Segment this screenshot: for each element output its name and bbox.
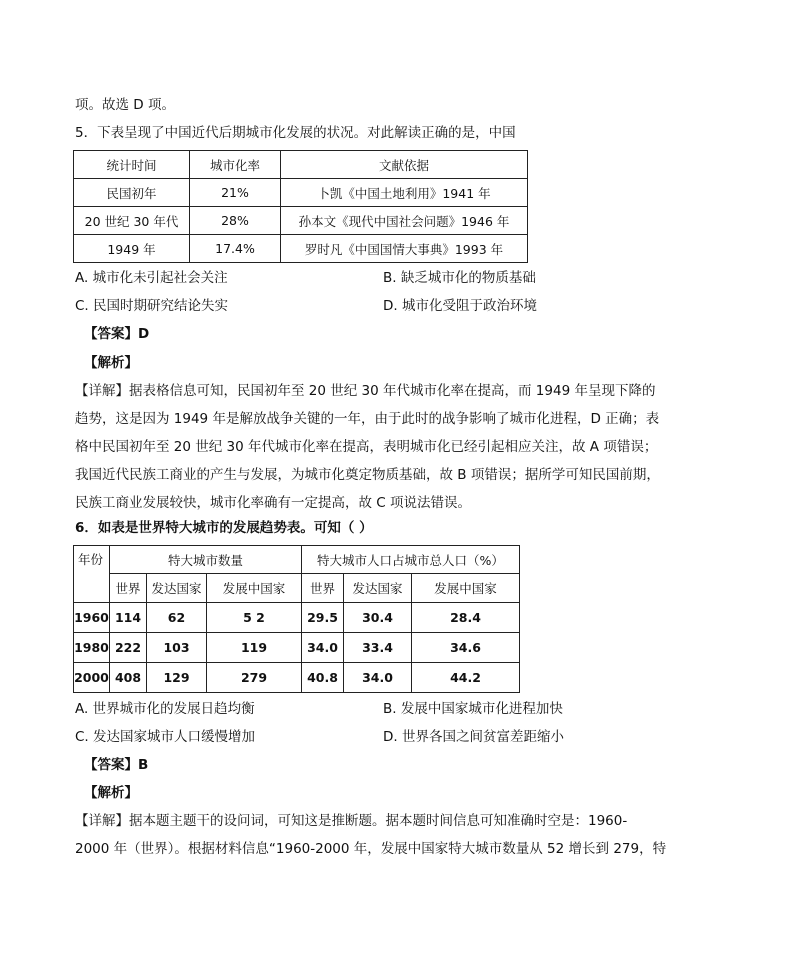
table-cell: 114 xyxy=(110,603,147,633)
table-cell: 17.4% xyxy=(190,235,281,263)
table-header-cell: 发展中国家 xyxy=(412,574,520,603)
table-cell: 222 xyxy=(110,633,147,663)
table-header-cell: 世界 xyxy=(110,574,147,603)
explanation-line: 2000 年（世界）。根据材料信息“1960-2000 年，发展中国家特大城市数量从 52 增长到 279，特 xyxy=(75,841,667,857)
table-subheader-row xyxy=(74,574,520,603)
table-header-cell: 文献依据 xyxy=(281,151,528,179)
table-header-cell: 发达国家 xyxy=(147,574,207,603)
table-cell: 30.4 xyxy=(344,603,412,633)
option-c: C. 民国时期研究结论失实 xyxy=(75,298,229,314)
table-header-row xyxy=(74,151,528,179)
table-row xyxy=(74,663,520,693)
explanation-line: 【详解】据本题主题干的设问词，可知这是推断题。据本题时间信息可知准确时空是：1960- xyxy=(75,813,628,829)
table-row xyxy=(74,633,520,663)
table-cell: 44.2 xyxy=(412,663,520,693)
option-d: D. 城市化受阻于政治环境 xyxy=(383,298,537,314)
table-header-cell: 城市化率 xyxy=(190,151,281,179)
option-c: C. 发达国家城市人口缓慢增加 xyxy=(75,729,256,745)
table-header-cell: 发展中国家 xyxy=(207,574,302,603)
explanation-line: 格中民国初年至 20 世纪 30 年代城市化率在提高，表明城市化已经引起相应关注，故 A 项错误； xyxy=(75,439,658,455)
table-header-cell: 统计时间 xyxy=(74,151,190,179)
year-header: 年份 xyxy=(74,546,110,603)
option-a: A. 世界城市化的发展日趋均衡 xyxy=(75,701,255,717)
table-cell: 1960 xyxy=(74,603,110,633)
table-cell: 62 xyxy=(147,603,207,633)
option-b: B. 缺乏城市化的物质基础 xyxy=(383,270,536,286)
table-header-cell: 发达国家 xyxy=(344,574,412,603)
table-cell: 卜凯《中国土地利用》1941 年 xyxy=(281,179,528,207)
option-b: B. 发展中国家城市化进程加快 xyxy=(383,701,563,717)
table-cell: 1980 xyxy=(74,633,110,663)
urbanization-table xyxy=(73,150,528,263)
table-cell: 34.0 xyxy=(344,663,412,693)
answer-label: 【答案】B xyxy=(84,757,149,773)
group-header-share: 特大城市人口占城市总人口（%） xyxy=(302,546,520,574)
table-cell: 2000 xyxy=(74,663,110,693)
question-5-stem: 5．下表呈现了中国近代后期城市化发展的状况。对此解读正确的是，中国 xyxy=(75,125,516,141)
table-cell: 民国初年 xyxy=(74,179,190,207)
explanation-line: 【详解】据表格信息可知，民国初年至 20 世纪 30 年代城市化率在提高，而 1949 年呈现下降的 xyxy=(75,383,656,399)
table-cell: 1949 年 xyxy=(74,235,190,263)
previous-answer-tail: 项。故选 D 项。 xyxy=(75,97,175,113)
table-cell: 21% xyxy=(190,179,281,207)
explanation-line: 我国近代民族工商业的产生与发展，为城市化奠定物质基础，故 B 项错误；据所学可知民国前期， xyxy=(75,467,660,483)
answer-label: 【答案】D xyxy=(84,326,150,342)
explanation-line: 民族工商业发展较快，城市化率确有一定提高，故 C 项说法错误。 xyxy=(75,495,472,511)
analysis-label: 【解析】 xyxy=(84,355,138,371)
table-cell: 28% xyxy=(190,207,281,235)
analysis-label: 【解析】 xyxy=(84,785,138,801)
table-cell: 40.8 xyxy=(302,663,344,693)
question-6-stem: 6．如表是世界特大城市的发展趋势表。可知（ ） xyxy=(75,520,373,536)
table-cell: 34.6 xyxy=(412,633,520,663)
table-cell: 129 xyxy=(147,663,207,693)
table-row xyxy=(74,207,528,235)
option-a: A. 城市化未引起社会关注 xyxy=(75,270,228,286)
table-cell: 孙本文《现代中国社会问题》1946 年 xyxy=(281,207,528,235)
table-cell: 28.4 xyxy=(412,603,520,633)
explanation-line: 趋势，这是因为 1949 年是解放战争关键的一年，由于此时的战争影响了城市化进程，D 正确；表 xyxy=(75,411,660,427)
option-d: D. 世界各国之间贫富差距缩小 xyxy=(383,729,564,745)
table-cell: 103 xyxy=(147,633,207,663)
table-cell: 408 xyxy=(110,663,147,693)
megacity-table xyxy=(73,545,520,693)
table-row xyxy=(74,179,528,207)
table-cell: 279 xyxy=(207,663,302,693)
table-cell: 罗时凡《中国国情大事典》1993 年 xyxy=(281,235,528,263)
table-row xyxy=(74,235,528,263)
table-cell: 29.5 xyxy=(302,603,344,633)
table-cell: 20 世纪 30 年代 xyxy=(74,207,190,235)
table-header-row xyxy=(74,546,520,574)
table-cell: 5 2 xyxy=(207,603,302,633)
group-header-count: 特大城市数量 xyxy=(110,546,302,574)
table-cell: 33.4 xyxy=(344,633,412,663)
table-header-cell: 世界 xyxy=(302,574,344,603)
table-cell: 119 xyxy=(207,633,302,663)
table-cell: 34.0 xyxy=(302,633,344,663)
table-row xyxy=(74,603,520,633)
